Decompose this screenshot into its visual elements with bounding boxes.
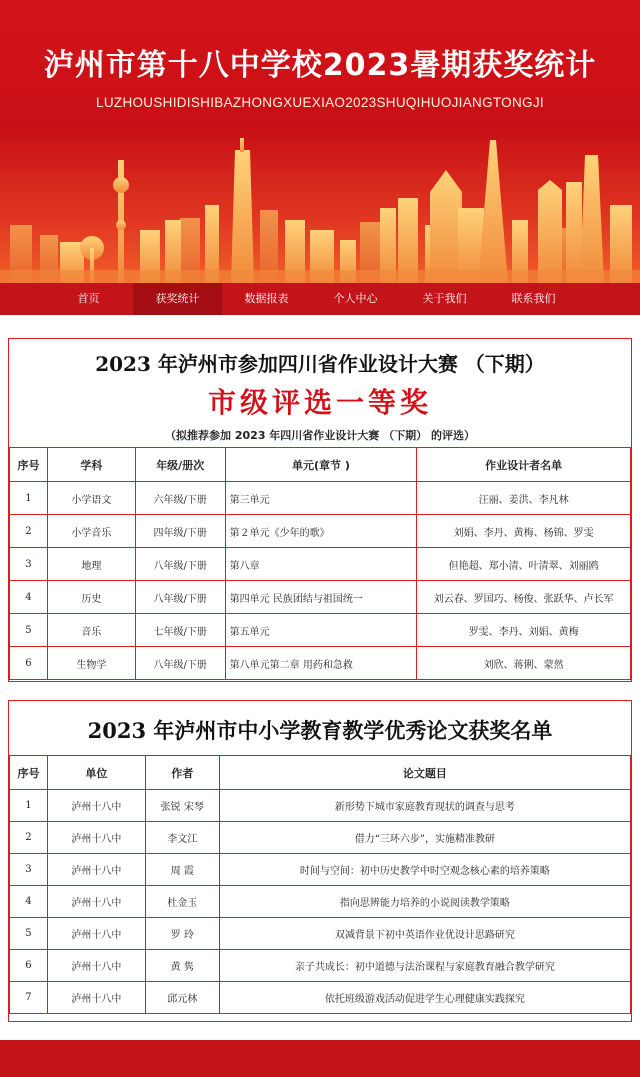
- table-row: [10, 614, 631, 647]
- nav-item-home[interactable]: 首页: [77, 292, 100, 305]
- col-header-paper-title: 论文题目: [219, 756, 630, 790]
- cell-paper-title: 新形势下城市家庭教育现状的调查与思考: [219, 790, 630, 822]
- paper-awards-panel: [8, 700, 632, 1022]
- cell-index: 3: [10, 854, 48, 886]
- design-contest-panel: [8, 338, 632, 682]
- cell-grade: 八年级/下册: [135, 581, 225, 614]
- cell-designers: 但艳超、郑小清、叶清翠、刘丽鸥: [417, 548, 631, 581]
- cell-subject: 小学语文: [47, 482, 135, 515]
- nav-item-profile[interactable]: 个人中心: [333, 292, 378, 305]
- cell-index: 5: [10, 614, 48, 647]
- col-header-index: 序号: [10, 756, 48, 790]
- city-skyline-illustration: [0, 130, 640, 283]
- table-row: [10, 854, 631, 886]
- main-nav: [0, 283, 640, 315]
- cell-unit: 第八章: [225, 548, 417, 581]
- col-header-index: 序号: [10, 448, 48, 482]
- cell-index: 7: [10, 982, 48, 1014]
- cell-unit: 泸州十八中: [47, 918, 145, 950]
- cell-subject: 生物学: [47, 647, 135, 680]
- cell-author: 邱元林: [145, 982, 219, 1014]
- cell-subject: 小学音乐: [47, 515, 135, 548]
- cell-paper-title: 指向思辨能力培养的小说阅读教学策略: [219, 886, 630, 918]
- table-row: [10, 482, 631, 515]
- cell-index: 2: [10, 822, 48, 854]
- cell-unit: 泸州十八中: [47, 822, 145, 854]
- cell-designers: 罗雯、李丹、刘娟、黄梅: [417, 614, 631, 647]
- footer-bar: [0, 1040, 640, 1077]
- cell-unit: 泸州十八中: [47, 982, 145, 1014]
- cell-designers: 刘娟、李丹、黄梅、杨锦、罗雯: [417, 515, 631, 548]
- design-contest-table: [9, 447, 631, 680]
- col-header-grade: 年级/册次: [135, 448, 225, 482]
- cell-index: 4: [10, 581, 48, 614]
- cell-paper-title: 双减背景下初中英语作业优设计思路研究: [219, 918, 630, 950]
- cell-index: 6: [10, 950, 48, 982]
- col-header-unit: 单位: [47, 756, 145, 790]
- section1-title: 2023 年泸州市参加四川省作业设计大赛 （下期）: [95, 352, 545, 376]
- cell-author: 黄 隽: [145, 950, 219, 982]
- table-header-row: [10, 756, 631, 790]
- cell-unit: 泸州十八中: [47, 854, 145, 886]
- section1-note: （拟推荐参加 2023 年四川省作业设计大赛 （下期） 的评选）: [165, 429, 475, 442]
- cell-author: 杜金玉: [145, 886, 219, 918]
- section1-award-heading: 市级评选一等奖: [207, 386, 432, 419]
- cell-unit: 第五单元: [225, 614, 417, 647]
- cell-index: 4: [10, 886, 48, 918]
- cell-index: 6: [10, 647, 48, 680]
- header-banner: [0, 0, 640, 283]
- cell-unit: 第八单元第二章 用药和急救: [225, 647, 417, 680]
- page-title: 泸州市第十八中学校2023暑期获奖统计: [43, 48, 597, 83]
- cell-paper-title: 亲子共成长：初中道德与法治课程与家庭教育融合教学研究: [219, 950, 630, 982]
- table-row: [10, 918, 631, 950]
- cell-designers: 汪丽、姜洪、李凡林: [417, 482, 631, 515]
- cell-paper-title: 借力“三环六步”，实施精准教研: [219, 822, 630, 854]
- cell-subject: 地理: [47, 548, 135, 581]
- cell-grade: 八年级/下册: [135, 548, 225, 581]
- table-row: [10, 950, 631, 982]
- cell-grade: 四年级/下册: [135, 515, 225, 548]
- col-header-designers: 作业设计者名单: [417, 448, 631, 482]
- table-row: [10, 647, 631, 680]
- cell-index: 3: [10, 548, 48, 581]
- cell-index: 1: [10, 790, 48, 822]
- cell-grade: 八年级/下册: [135, 647, 225, 680]
- cell-subject: 历史: [47, 581, 135, 614]
- col-header-author: 作者: [145, 756, 219, 790]
- cell-index: 5: [10, 918, 48, 950]
- cell-unit: 泸州十八中: [47, 886, 145, 918]
- cell-author: 周 霞: [145, 854, 219, 886]
- table-row: [10, 886, 631, 918]
- table-row: [10, 548, 631, 581]
- cell-unit: 第２单元《少年的歌》: [225, 515, 417, 548]
- cell-designers: 刘欣、蒋俐、蒙然: [417, 647, 631, 680]
- section2-title: 2023 年泸州市中小学教育教学优秀论文获奖名单: [87, 718, 553, 743]
- nav-item-reports[interactable]: 数据报表: [244, 292, 289, 305]
- cell-paper-title: 时间与空间：初中历史教学中时空观念核心素的培养策略: [219, 854, 630, 886]
- cell-author: 李文江: [145, 822, 219, 854]
- cell-grade: 六年级/下册: [135, 482, 225, 515]
- col-header-unit: 单元(章节 ): [225, 448, 417, 482]
- cell-author: 张锐 宋琴: [145, 790, 219, 822]
- cell-grade: 七年级/下册: [135, 614, 225, 647]
- nav-item-awards[interactable]: 获奖统计: [133, 283, 222, 315]
- table-row: [10, 790, 631, 822]
- cell-author: 罗 玲: [145, 918, 219, 950]
- cell-unit: 泸州十八中: [47, 950, 145, 982]
- cell-subject: 音乐: [47, 614, 135, 647]
- paper-awards-table: [9, 755, 631, 1014]
- cell-unit: 第三单元: [225, 482, 417, 515]
- cell-unit: 泸州十八中: [47, 790, 145, 822]
- table-row: [10, 581, 631, 614]
- page-subtitle: LUZHOUSHIDISHIBAZHONGXUEXIAO2023SHUQIHUOJIANGTONGJI: [96, 95, 544, 110]
- table-row: [10, 515, 631, 548]
- nav-item-about[interactable]: 关于我们: [422, 292, 467, 305]
- table-header-row: [10, 448, 631, 482]
- table-row: [10, 822, 631, 854]
- col-header-subject: 学科: [47, 448, 135, 482]
- nav-item-contact[interactable]: 联系我们: [511, 292, 556, 305]
- cell-paper-title: 依托班级游戏活动促进学生心理健康实践探究: [219, 982, 630, 1014]
- cell-unit: 第四单元 民族团结与祖国统一: [225, 581, 417, 614]
- cell-designers: 刘云春、罗国巧、杨俊、张跃华、卢长军: [417, 581, 631, 614]
- cell-index: 2: [10, 515, 48, 548]
- cell-index: 1: [10, 482, 48, 515]
- table-row: [10, 982, 631, 1014]
